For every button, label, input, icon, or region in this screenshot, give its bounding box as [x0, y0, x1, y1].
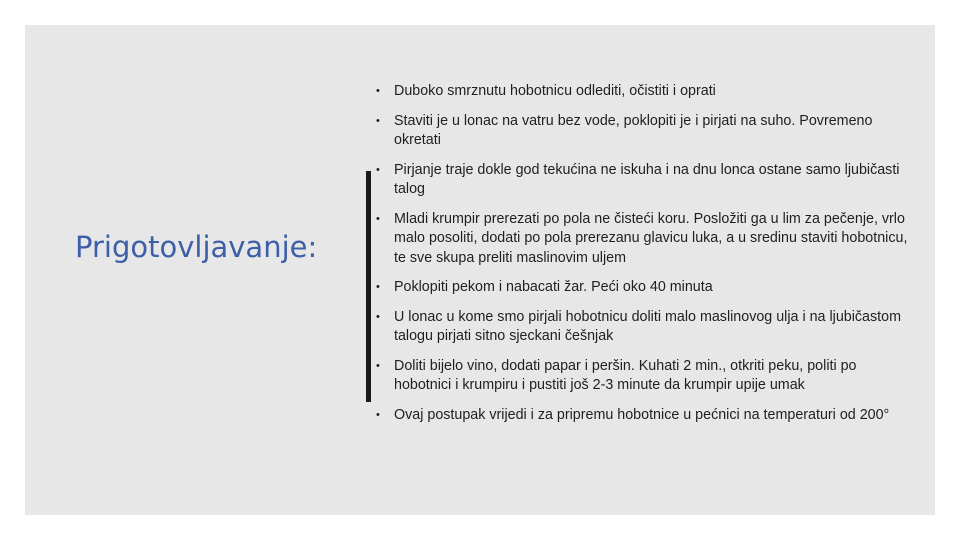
- slide-title: Prigotovljavanje:: [75, 230, 318, 264]
- bullet-icon: •: [376, 408, 380, 421]
- list-item: [374, 406, 914, 426]
- list-item-text: Poklopiti pekom i nabacati žar. Peći oko 40 minuta: [394, 279, 713, 295]
- list-item: [374, 357, 914, 396]
- list-item-text: Duboko smrznutu hobotnicu odlediti, očistiti i oprati: [394, 83, 716, 99]
- bullet-icon: •: [376, 114, 380, 127]
- list-item: [374, 210, 914, 269]
- list-item: [374, 82, 914, 102]
- list-item: [374, 308, 914, 347]
- list-item: [374, 112, 914, 151]
- list-item-text: U lonac u kome smo pirjali hobotnicu doliti malo maslinovog ulja i na ljubičastom talogu pirjati sitno sjeckani češnjak: [394, 308, 901, 344]
- list-item-text: Pirjanje traje dokle god tekućina ne iskuha i na dnu lonca ostane samo ljubičasti talog: [394, 161, 900, 197]
- list-item-text: Doliti bijelo vino, dodati papar i peršin. Kuhati 2 min., otkriti peku, politi po hobotnici i krumpiru i pustiti još 2-3 minute da krumpir upije umak: [394, 357, 857, 393]
- list-item-text: Staviti je u lonac na vatru bez vode, poklopiti je i pirjati na suho. Povremeno okretati: [394, 112, 873, 148]
- instruction-list: [374, 82, 914, 435]
- list-item-text: Mladi krumpir prerezati po pola ne čisteći koru. Posložiti ga u lim za pečenje, vrlo malo posoliti, dodati po pola prerezanu glavicu luka, a u sredinu staviti hobotnicu, te sve skupa preliti maslinovim uljem: [394, 210, 908, 266]
- slide: [25, 25, 935, 515]
- bullet-icon: •: [376, 212, 380, 225]
- bullet-icon: •: [376, 310, 380, 323]
- list-item-text: Ovaj postupak vrijedi i za pripremu hobotnice u pećnici na temperaturi od 200°: [394, 406, 890, 423]
- bullet-icon: •: [376, 281, 380, 293]
- list-item: [374, 278, 914, 298]
- bullet-icon: •: [376, 85, 380, 97]
- bullet-icon: •: [376, 359, 380, 372]
- bullet-icon: •: [376, 163, 380, 176]
- list-item: [374, 161, 914, 200]
- vertical-divider: [366, 171, 371, 402]
